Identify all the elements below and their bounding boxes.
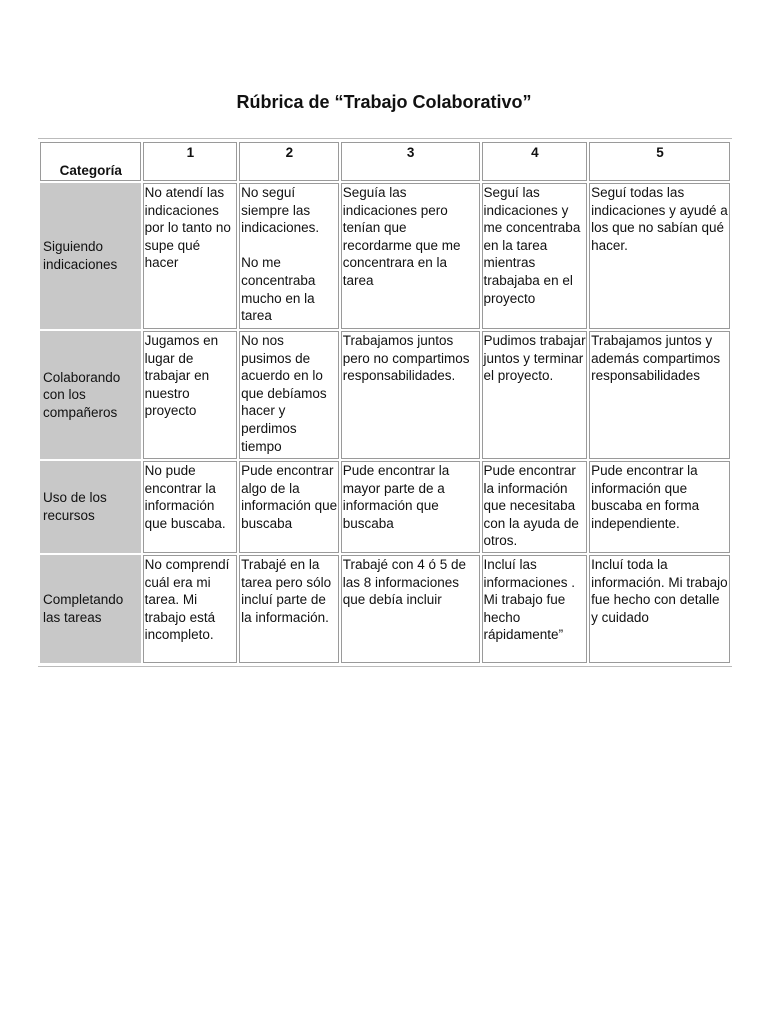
rubric-cell: Pude encontrar la mayor parte de a información que buscaba	[341, 461, 480, 553]
table-row	[40, 461, 730, 553]
rubric-table-container	[38, 138, 732, 667]
rubric-cell: No pude encontrar la información que buscaba.	[143, 461, 238, 553]
rubric-cell: Pude encontrar la información que buscaba en forma independiente.	[589, 461, 730, 553]
rubric-cell: No seguí siempre las indicaciones. No me concentraba mucho en la tarea	[239, 183, 339, 329]
rubric-cell: Trabajamos juntos pero no compartimos responsabilidades.	[341, 331, 480, 459]
rubric-cell: Trabajamos juntos y además compartimos responsabilidades	[589, 331, 730, 459]
header-score-2: 2	[239, 142, 339, 181]
rubric-cell: Incluí las informaciones . Mi trabajo fue hecho rápidamente”	[482, 555, 588, 663]
header-category: Categoría	[40, 142, 141, 181]
rubric-cell: Seguí todas las indicaciones y ayudé a los que no sabían qué hacer.	[589, 183, 730, 329]
rubric-cell: Seguí las indicaciones y me concentraba en la tarea mientras trabajaba en el proyecto	[482, 183, 588, 329]
category-cell: Uso de los recursos	[40, 461, 141, 553]
rubric-cell: Pude encontrar la información que necesitaba con la ayuda de otros.	[482, 461, 588, 553]
header-score-4: 4	[482, 142, 588, 181]
category-cell: Colaborando con los compañeros	[40, 331, 141, 459]
category-cell: Completando las tareas	[40, 555, 141, 663]
rubric-cell: Jugamos en lugar de trabajar en nuestro proyecto	[143, 331, 238, 459]
rubric-cell: No nos pusimos de acuerdo en lo que debíamos hacer y perdimos tiempo	[239, 331, 339, 459]
rubric-table	[38, 140, 732, 665]
document-title: Rúbrica de “Trabajo Colaborativo”	[236, 92, 532, 112]
header-score-5: 5	[589, 142, 730, 181]
rubric-cell: Trabajé en la tarea pero sólo incluí parte de la información.	[239, 555, 339, 663]
rubric-cell: Pudimos trabajar juntos y terminar el proyecto.	[482, 331, 588, 459]
category-cell: Siguiendo indicaciones	[40, 183, 141, 329]
rubric-cell: No atendí las indicaciones por lo tanto no supe qué hacer	[143, 183, 238, 329]
table-row	[40, 331, 730, 459]
rubric-cell: No comprendí cuál era mi tarea. Mi trabajo está incompleto.	[143, 555, 238, 663]
table-row	[40, 555, 730, 663]
table-row	[40, 183, 730, 329]
header-score-1: 1	[143, 142, 238, 181]
rubric-cell: Pude encontrar algo de la información que buscaba	[239, 461, 339, 553]
rubric-cell: Seguía las indicaciones pero tenían que recordarme que me concentrara en la tarea	[341, 183, 480, 329]
rubric-cell: Incluí toda la información. Mi trabajo fue hecho con detalle y cuidado	[589, 555, 730, 663]
rubric-cell: Trabajé con 4 ó 5 de las 8 informaciones que debía incluir	[341, 555, 480, 663]
header-score-3: 3	[341, 142, 480, 181]
header-row	[40, 142, 730, 181]
